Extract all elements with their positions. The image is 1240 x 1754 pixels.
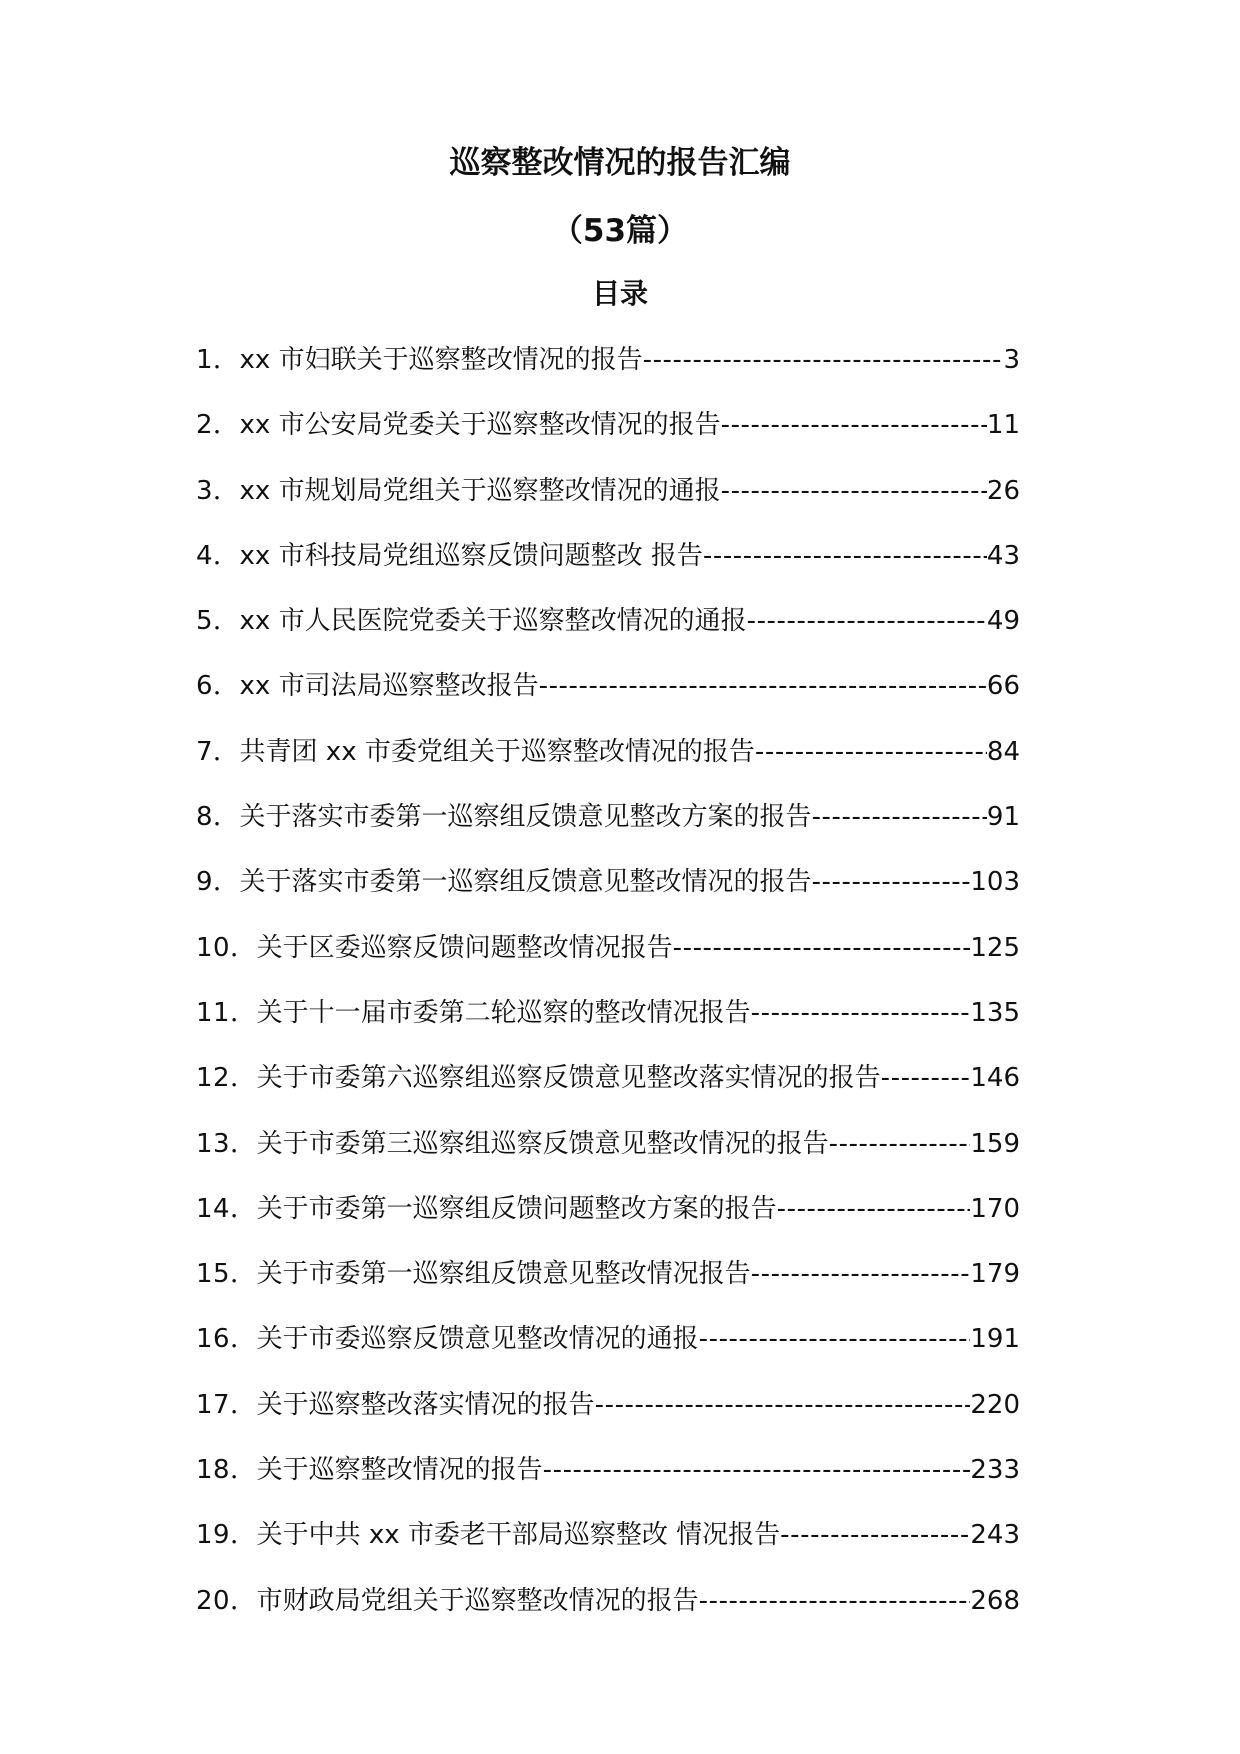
toc-entry-number: 18． — [196, 1455, 257, 1486]
toc-entry[interactable] — [196, 1255, 1020, 1320]
toc-entry-title: 关于中共 xx 市委老干部局巡察整改 情况报告 — [256, 1520, 781, 1551]
document-subtitle: （53篇） — [551, 213, 689, 249]
toc-entry-title: 关于市委第三巡察组巡察反馈意见整改情况的报告 — [256, 1128, 829, 1159]
toc-entry-page: 135 — [970, 997, 1020, 1028]
toc-dot-leader — [747, 602, 987, 640]
document-title: 巡察整改情况的报告汇编 — [449, 145, 791, 181]
toc-dot-leader — [643, 341, 1004, 379]
toc-entry-number: 9． — [196, 867, 240, 898]
toc-entry[interactable] — [196, 341, 1020, 406]
toc-entry[interactable] — [196, 1451, 1020, 1516]
toc-entry-title: xx 市人民医院党委关于巡察整改情况的通报 — [239, 606, 747, 637]
toc-entry[interactable] — [196, 994, 1020, 1059]
toc-entry-page: 146 — [970, 1063, 1020, 1094]
toc-entry-page: 84 — [986, 736, 1020, 767]
toc-entry-number: 17． — [196, 1389, 257, 1420]
toc-heading: 目录 — [591, 277, 648, 310]
toc-entry[interactable] — [196, 1386, 1020, 1451]
toc-entry-title: 关于市委第一巡察组反馈问题整改方案的报告 — [256, 1193, 777, 1224]
toc-entry-page: 170 — [970, 1193, 1020, 1224]
toc-entry[interactable] — [196, 1059, 1020, 1124]
toc-entry[interactable] — [196, 733, 1020, 798]
toc-dot-leader — [721, 472, 987, 510]
toc-entry-page: 66 — [986, 671, 1020, 702]
table-of-contents — [196, 341, 1020, 1647]
toc-entry-page: 43 — [986, 540, 1020, 571]
toc-entry-page: 103 — [970, 867, 1020, 898]
toc-entry[interactable] — [196, 929, 1020, 994]
toc-entry-title: 关于落实市委第一巡察组反馈意见整改方案的报告 — [239, 802, 812, 833]
toc-entry[interactable] — [196, 1582, 1020, 1647]
toc-dot-leader — [699, 1320, 971, 1358]
toc-dot-leader — [812, 798, 987, 836]
toc-entry-page: 26 — [986, 475, 1020, 506]
toc-entry-title: 市财政局党组关于巡察整改情况的报告 — [256, 1585, 699, 1616]
toc-entry-title: 关于十一届市委第二轮巡察的整改情况报告 — [256, 997, 751, 1028]
toc-dot-leader — [543, 1451, 971, 1489]
toc-entry-number: 7． — [196, 736, 240, 767]
toc-entry-page: 220 — [970, 1389, 1020, 1420]
toc-entry-page: 268 — [970, 1585, 1020, 1616]
toc-entry-number: 5． — [196, 606, 240, 637]
toc-dot-leader — [755, 733, 987, 771]
toc-entry-page: 11 — [986, 410, 1020, 441]
toc-dot-leader — [829, 1125, 971, 1163]
toc-entry-page: 125 — [970, 932, 1020, 963]
toc-entry[interactable] — [196, 798, 1020, 863]
toc-entry-number: 4． — [196, 540, 240, 571]
toc-entry-page: 179 — [970, 1259, 1020, 1290]
toc-entry-page: 91 — [986, 802, 1020, 833]
toc-entry-page: 3 — [1003, 345, 1020, 375]
toc-dot-leader — [673, 929, 971, 967]
toc-entry-title: xx 市规划局党组关于巡察整改情况的通报 — [239, 475, 721, 506]
toc-entry-title: 关于市委第一巡察组反馈意见整改情况报告 — [256, 1259, 751, 1290]
toc-entry-number: 3． — [196, 475, 240, 506]
toc-entry[interactable] — [196, 537, 1020, 602]
toc-entry-title: xx 市科技局党组巡察反馈问题整改 报告 — [239, 540, 703, 571]
toc-entry[interactable] — [196, 1125, 1020, 1190]
toc-entry-number: 2． — [196, 410, 240, 441]
toc-entry[interactable] — [196, 1516, 1020, 1581]
toc-entry-number: 1． — [196, 345, 240, 375]
toc-dot-leader — [539, 667, 987, 705]
toc-entry-title: 关于落实市委第一巡察组反馈意见整改情况的报告 — [239, 867, 812, 898]
toc-entry-title: 关于区委巡察反馈问题整改情况报告 — [256, 932, 673, 963]
toc-entry[interactable] — [196, 406, 1020, 471]
toc-entry-title: xx 市司法局巡察整改报告 — [239, 671, 539, 702]
toc-entry-number: 15． — [196, 1259, 257, 1290]
toc-entry-title: 关于巡察整改落实情况的报告 — [256, 1389, 595, 1420]
toc-entry-title: 关于市委第六巡察组巡察反馈意见整改落实情况的报告 — [256, 1063, 881, 1094]
toc-entry-number: 20． — [196, 1585, 257, 1616]
toc-entry-number: 19． — [196, 1520, 257, 1551]
toc-dot-leader — [595, 1386, 971, 1424]
toc-entry-page: 49 — [986, 606, 1020, 637]
toc-dot-leader — [721, 406, 987, 444]
toc-entry-title: xx 市公安局党委关于巡察整改情况的报告 — [239, 410, 721, 441]
toc-dot-leader — [881, 1059, 971, 1097]
toc-entry-page: 233 — [970, 1455, 1020, 1486]
toc-entry[interactable] — [196, 863, 1020, 928]
toc-entry-number: 6． — [196, 671, 240, 702]
toc-dot-leader — [751, 1255, 971, 1293]
toc-entry-page: 191 — [970, 1324, 1020, 1355]
toc-dot-leader — [812, 863, 971, 901]
toc-entry-number: 16． — [196, 1324, 257, 1355]
toc-dot-leader — [703, 537, 987, 575]
toc-dot-leader — [751, 994, 971, 1032]
toc-entry-number: 14． — [196, 1193, 257, 1224]
toc-dot-leader — [777, 1190, 971, 1228]
toc-entry-number: 8． — [196, 802, 240, 833]
toc-entry[interactable] — [196, 602, 1020, 667]
toc-entry-number: 11． — [196, 997, 257, 1028]
toc-entry-page: 159 — [970, 1128, 1020, 1159]
toc-entry-number: 10． — [196, 932, 257, 963]
toc-entry-number: 12． — [196, 1063, 257, 1094]
toc-entry[interactable] — [196, 667, 1020, 732]
toc-entry[interactable] — [196, 1320, 1020, 1385]
toc-dot-leader — [699, 1582, 971, 1620]
toc-entry-number: 13． — [196, 1128, 257, 1159]
toc-entry-page: 243 — [970, 1520, 1020, 1551]
toc-entry-title: 关于市委巡察反馈意见整改情况的通报 — [256, 1324, 699, 1355]
toc-dot-leader — [780, 1516, 970, 1554]
toc-entry[interactable] — [196, 1190, 1020, 1255]
toc-entry-title: xx 市妇联关于巡察整改情况的报告 — [239, 345, 643, 375]
toc-entry[interactable] — [196, 472, 1020, 537]
toc-entry-title: 关于巡察整改情况的报告 — [256, 1455, 543, 1486]
toc-entry-title: 共青团 xx 市委党组关于巡察整改情况的报告 — [239, 736, 755, 767]
